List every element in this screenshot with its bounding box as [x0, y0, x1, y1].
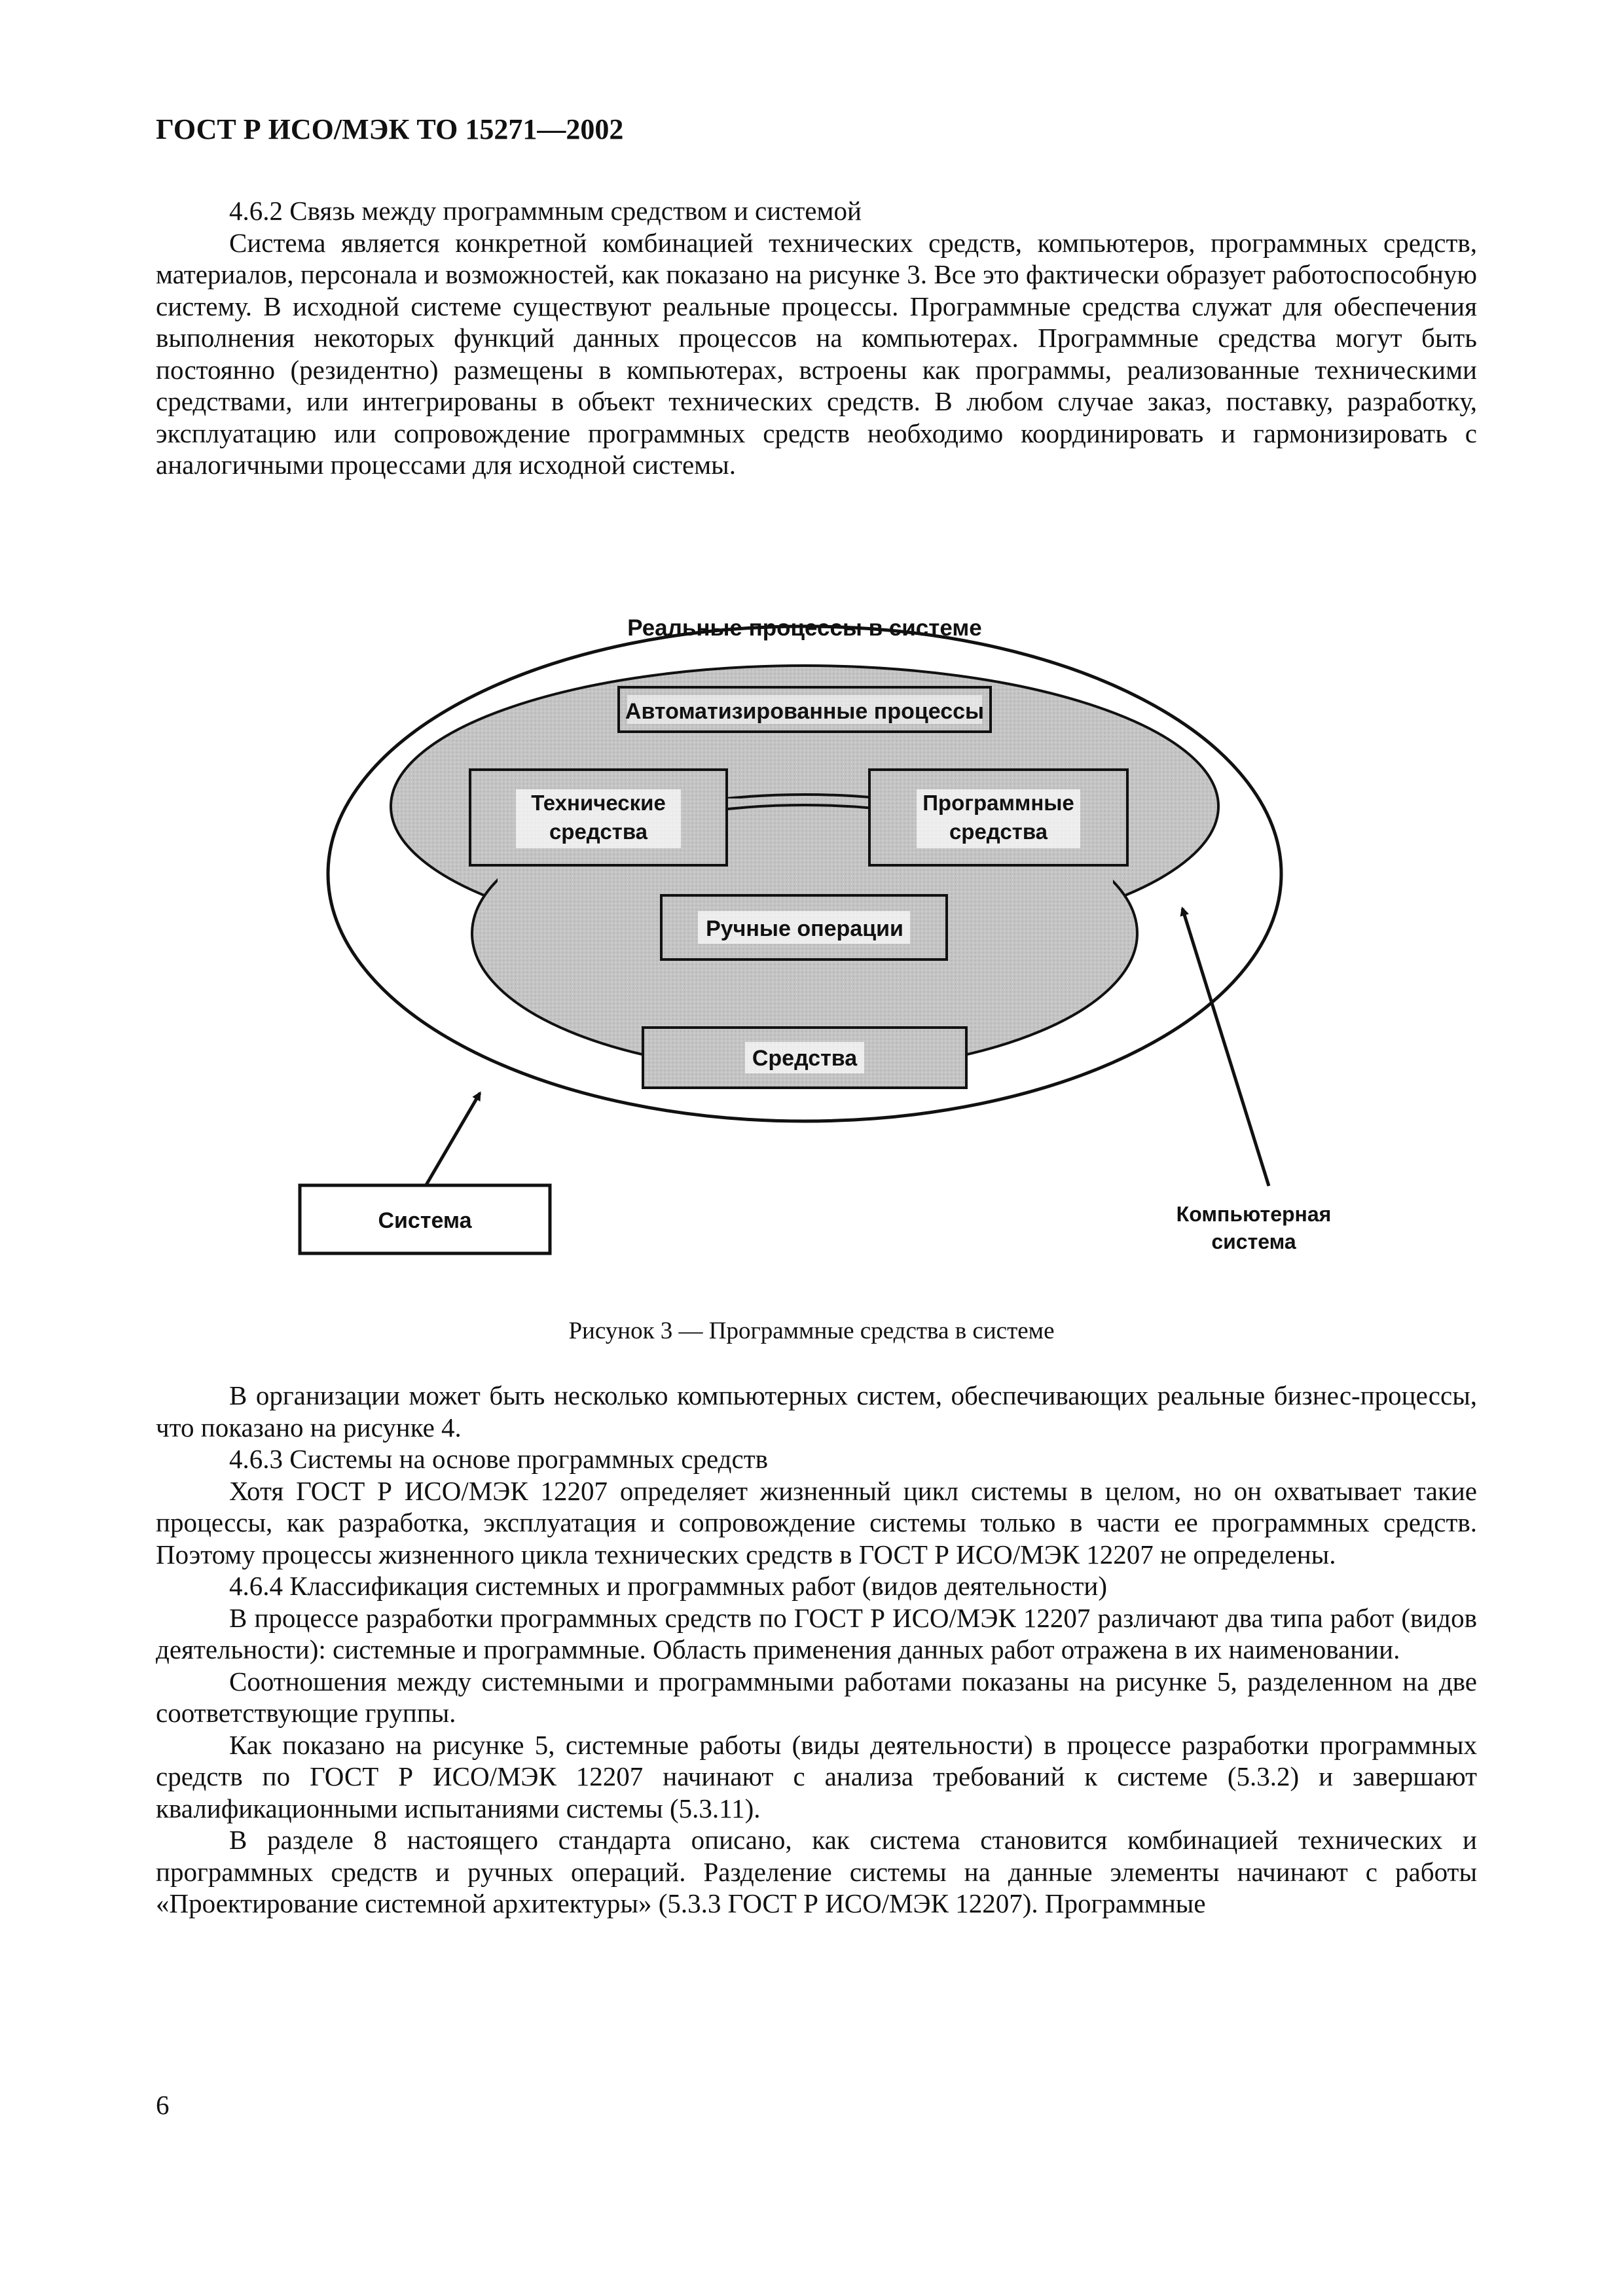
paragraph: Соотношения между системными и программными работами показаны на рисунке 5, разделенном на две соответствующие группы. — [156, 1666, 1477, 1728]
paragraph: В организации может быть несколько компьютерных систем, обеспечивающих реальные бизнес-процессы, что показано на рисунке 4. — [156, 1380, 1477, 1443]
facilities-label: Средства — [752, 1046, 858, 1071]
hardware-label-line1: Технические — [531, 791, 666, 815]
system-label: Система — [378, 1208, 472, 1233]
paragraph: В разделе 8 настоящего стандарта описано, как система становится комбинацией технических и программных средств и ручных операций. Разделение системы на данные элементы начинают с работы «Проектирование системной архитектуры» (5.3.3 ГОСТ Р ИСО/МЭК 12207). Программные — [156, 1825, 1477, 1918]
sections-4-6-3-to-4-6-4 — [156, 1380, 1477, 1920]
computer-system-label-line1: Компьютерная — [1176, 1202, 1332, 1226]
outer-label: Реальные процессы в системе — [627, 615, 982, 641]
figure-caption: Рисунок 3 — Программные средства в системе — [568, 1318, 1055, 1344]
paragraph: Система является конкретной комбинацией технических средств, компьютеров, программных средств, материалов, персонала и возможностей, как показано на рисунке 3. Все это фактически образует работоспособную систему. В исходной системе существуют реальные процессы. Программные средства служат для обеспечения выполнения некоторых функций данных процессов на компьютерах. Программные средства могут быть постоянно (резидентно) размещены в компьютерах, встроены как программы, реализованные техническими средствами, или интегрированы в объект технических средств. В любом случае заказ, поставку, разработку, эксплуатацию или сопровождение программных средств необходимо координировать и гармонизировать с аналогичными процессами для исходной системы. — [156, 227, 1477, 480]
paragraph: В процессе разработки программных средств по ГОСТ Р ИСО/МЭК 12207 различают два типа работ (видов деятельности): системные и программные. Область применения данных работ отражена в их наименовании. — [156, 1602, 1477, 1664]
paragraph: Хотя ГОСТ Р ИСО/МЭК 12207 определяет жизненный цикл системы в целом, но он охватывает такие процессы, как разработка, эксплуатация и сопровождение системы только в части ее программных средств. Поэтому процессы жизненного цикла технических средств в ГОСТ Р ИСО/МЭК 12207 не определены. — [156, 1475, 1477, 1570]
document-header: ГОСТ Р ИСО/МЭК ТО 15271—2002 — [156, 113, 624, 145]
page-number: 6 — [156, 2090, 170, 2120]
software-label-line1: Программные — [922, 791, 1074, 815]
section-heading: 4.6.3 Системы на основе программных средств — [229, 1444, 768, 1474]
software-label-line2: средства — [949, 819, 1048, 844]
hardware-label-line2: средства — [549, 819, 648, 844]
automated-processes-label: Автоматизированные процессы — [625, 699, 985, 724]
computer-system-label-line2: система — [1211, 1230, 1296, 1253]
system-arrow — [426, 1093, 480, 1186]
manual-operations-label: Ручные операции — [706, 916, 903, 941]
paragraph: Как показано на рисунке 5, системные работы (виды деятельности) в процессе разработки программных средств по ГОСТ Р ИСО/МЭК 12207 начинают с анализа требований к системе (5.3.2) и завершают квалификационными испытаниями системы (5.3.11). — [156, 1729, 1477, 1823]
section-heading: 4.6.2 Связь между программным средством и системой — [229, 196, 862, 226]
section-4-6-2 — [156, 195, 1477, 481]
section-heading: 4.6.4 Классификация системных и программных работ (видов деятельности) — [229, 1571, 1107, 1601]
figure-3-diagram — [0, 524, 1623, 1335]
